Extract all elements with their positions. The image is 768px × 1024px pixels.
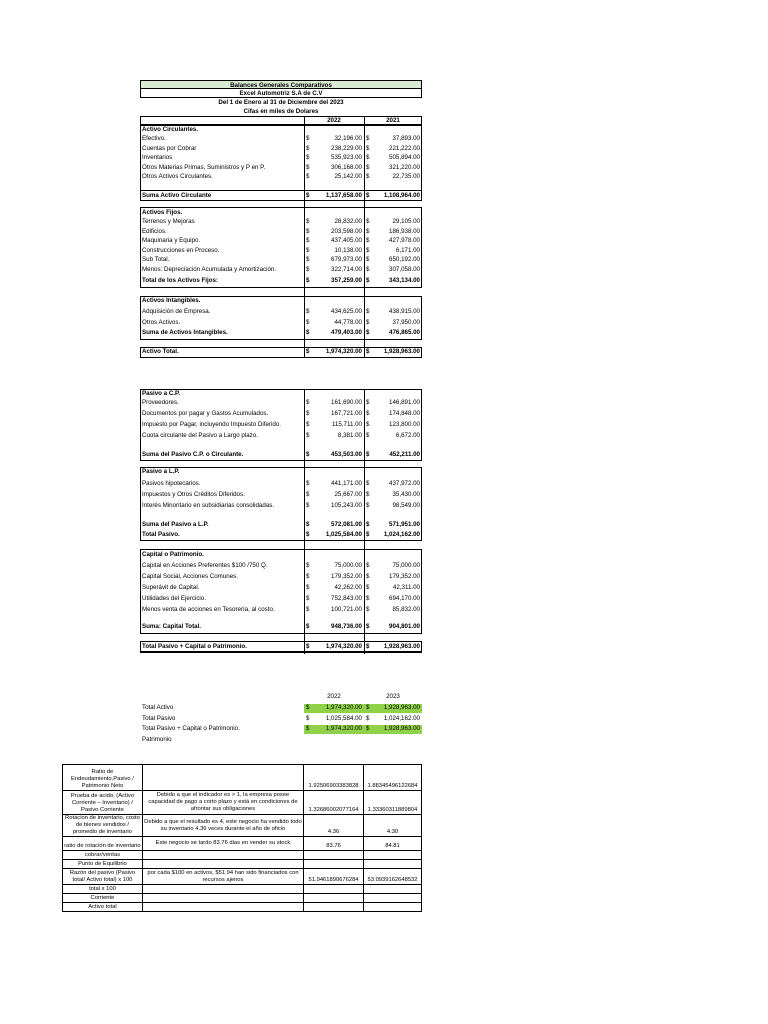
currency-symbol: $: [366, 623, 370, 630]
ratio-value-year1: [304, 894, 364, 903]
value-year1: 357,259.00: [331, 277, 362, 284]
row-label: Maquinaria y Equipo.: [142, 237, 201, 245]
currency-symbol: $: [366, 606, 370, 613]
currency-symbol: $: [306, 246, 310, 254]
line-item-row: [140, 217, 422, 227]
value-year2: 321,220.00: [389, 163, 420, 171]
comparison-year-headers: 2022 2023: [327, 693, 400, 700]
value-year1: 28,832.00: [334, 218, 362, 225]
value-year2: 37,950.00: [392, 318, 420, 326]
ratio-row: [63, 860, 422, 869]
currency-symbol: $: [366, 725, 370, 733]
ratio-value-year2: [364, 894, 422, 903]
value-year2: 1,928,963.00: [383, 725, 420, 733]
currency-symbol: $: [366, 246, 370, 254]
comparison-row: [140, 735, 422, 745]
report-units: Cifas en miles de Dolares: [243, 108, 319, 115]
row-label: Adquisición de Empresa.: [142, 308, 211, 315]
currency-symbol: $: [366, 451, 370, 458]
currency-symbol: $: [366, 521, 370, 528]
value-year1: 479,403.00: [331, 329, 362, 336]
row-label: Proveedores.: [142, 399, 179, 406]
value-year2: 452,211.00: [389, 451, 420, 458]
line-item-row: [140, 572, 422, 582]
value-year1: 1,025,584.00: [325, 714, 362, 722]
ratio-row: [63, 815, 422, 837]
line-item-row: [140, 255, 422, 265]
ratio-row: [63, 851, 422, 860]
currency-symbol: $: [366, 584, 370, 591]
ratio-value-year2: 84.81: [364, 837, 422, 851]
value-year2: 904,801.00: [389, 623, 420, 630]
value-year2: 1,024,162.00: [383, 531, 420, 538]
value-year2: 37,893.00: [392, 135, 420, 142]
currency-symbol: $: [366, 480, 370, 487]
currency-symbol: $: [306, 451, 310, 458]
subtotal-row: [140, 191, 422, 201]
ratio-value-year2: 1.88345496122684: [364, 765, 422, 791]
subtotal-row: [140, 520, 422, 530]
row-label: Otros Activos Circulantes.: [142, 173, 213, 181]
value-year2: 98,549.00: [392, 502, 420, 509]
line-item-row: [140, 144, 422, 154]
value-year2: 35,430.00: [392, 491, 420, 498]
ratio-value-year2: 1.33360311889804: [364, 791, 422, 815]
currency-symbol: $: [306, 192, 310, 199]
total-pasivo-capital-row: Total Pasivo + Capital o Patrimonio. $ 1,974,320.00 $ 1,928,963.00: [142, 643, 420, 650]
ratio-value-year2: [364, 860, 422, 869]
company-name: Excel Automotriz S.A de C.V: [140, 89, 422, 98]
currency-symbol: $: [306, 218, 310, 225]
value-year1: 453,503.00: [331, 451, 362, 458]
row-label: Edificios.: [142, 227, 167, 235]
value-year2: 1,108,964.00: [383, 192, 420, 199]
currency-symbol: $: [366, 432, 370, 439]
ratio-name: Activo total: [63, 903, 143, 912]
value-year2: 694,170.00: [389, 595, 420, 602]
ratio-row: [63, 869, 422, 885]
row-label: Total Pasivo.: [142, 531, 180, 538]
value-year2: 343,134.00: [389, 277, 420, 284]
currency-symbol: $: [306, 421, 310, 428]
ratio-name: Prueba de acido, (Activo Corriente – Inventario) / Pasivo Corriente: [63, 791, 143, 815]
line-item-row: [140, 307, 422, 317]
section-title: Capital o Patrimonio.: [142, 551, 204, 558]
ratio-name: Corriente: [63, 894, 143, 903]
row-label: Total Activo: [142, 704, 174, 711]
currency-symbol: $: [306, 135, 310, 142]
line-item-row: [140, 594, 422, 604]
value-year1: 948,736.00: [331, 623, 362, 630]
line-item-row: [140, 153, 422, 163]
value-year1: 1,974,320.00: [325, 704, 362, 711]
year1-header: 2022: [327, 117, 341, 124]
value-year1: 1,137,658.00: [325, 192, 362, 199]
row-label: Construcciones en Proceso.: [142, 246, 220, 254]
line-item-row: [140, 583, 422, 593]
row-label: Menos: Depreciación Acumulada y Amortización.: [142, 266, 277, 273]
currency-symbol: $: [306, 491, 310, 498]
ratio-interpretation: por cada $100 en activos, $51.94 han sido financiados con recursos ajenos: [142, 869, 303, 885]
currency-symbol: $: [306, 432, 310, 439]
row-label: Suma del Pasivo C.P. o Circulante.: [142, 451, 244, 458]
subtotal-row: [140, 450, 422, 460]
value-year1: 42,262.00: [334, 584, 362, 591]
currency-symbol: $: [306, 227, 310, 235]
currency-symbol: $: [306, 725, 310, 733]
comparison-row: [140, 714, 422, 724]
row-label: Suma de Activos Intangibles.: [142, 329, 228, 336]
row-label: Capital Social, Acciones Comunes.: [142, 573, 238, 580]
currency-symbol: $: [306, 266, 310, 273]
value-year1: 322,714.00: [331, 266, 362, 273]
ratio-name: Razón del pasivo (Pasivo total/ Activo total) x 100: [63, 869, 143, 885]
subtotal-row: [140, 622, 422, 632]
currency-symbol: $: [366, 266, 370, 273]
value-year2: 22,735.00: [392, 173, 420, 181]
ratio-value-year2: [364, 903, 422, 912]
currency-symbol: $: [366, 173, 370, 181]
total-pasivo-row: [140, 530, 422, 540]
line-item-row: [140, 490, 422, 500]
activo-total-row: Activo Total. $ 1,974,320.00 $ 1,928,963.00: [142, 348, 420, 355]
value-year1: 25,667.00: [334, 491, 362, 498]
row-label: Impuesto por Pagar, incluyendo Impuesto Diferido.: [142, 421, 281, 428]
ratio-row: [63, 894, 422, 903]
line-item-row: [140, 431, 422, 441]
currency-symbol: $: [306, 584, 310, 591]
value-year1: 100,721.00: [331, 606, 362, 613]
currency-symbol: $: [306, 562, 310, 569]
ratio-name: Ratio de Endeudamiento,Pasivo / Patrimonio Neto: [63, 765, 143, 791]
currency-symbol: $: [306, 595, 310, 602]
ratio-name: cobrar/ventas: [63, 851, 143, 860]
line-item-row: [140, 236, 422, 246]
row-label: Total Pasivo: [142, 714, 176, 722]
line-item-row: [140, 398, 422, 408]
currency-symbol: $: [306, 502, 310, 509]
row-label: Cuota circulante del Pasivo a Largo plazo.: [142, 432, 258, 439]
line-item-row: [140, 172, 422, 182]
value-year2: 571,951.00: [389, 521, 420, 528]
value-year2: 75,000.00: [392, 562, 420, 569]
row-label: Otros Materias Primas, Suministros y P en P.: [142, 163, 266, 171]
value-year1: 161,690.00: [331, 399, 362, 406]
ratio-name: Punto de Equilibrio: [63, 860, 143, 869]
ratio-value-year1: 4.36: [304, 815, 364, 837]
currency-symbol: $: [366, 573, 370, 580]
value-year1: 10,138.00: [334, 246, 362, 254]
currency-symbol: $: [366, 595, 370, 602]
currency-symbol: $: [366, 135, 370, 142]
comparison-row: [140, 703, 422, 713]
ratio-row: [63, 885, 422, 894]
ratio-name: Rotacion de inventario, costo de bienes vendidos / promedio de inventario: [63, 815, 143, 837]
currency-symbol: $: [366, 218, 370, 225]
row-label: Pasivos hipotecarios.: [142, 480, 201, 487]
value-year2: 437,972.00: [389, 480, 420, 487]
value-year1: 535,923.00: [331, 154, 362, 162]
row-label: Suma Activo Circulante: [142, 192, 212, 199]
value-year2: 427,978.00: [389, 237, 420, 245]
ratio-interpretation: Debido a que el indicador es > 1, la empresa posee capacidad de pago a corto plazo y está en condiciones de afrontar sus obligaciones: [142, 791, 303, 815]
sheet-title: Balances Generales Comparativos: [140, 80, 422, 89]
ratio-interpretation: [142, 903, 303, 912]
ratio-interpretation: [142, 860, 303, 869]
ratio-value-year2: 53.0939162648532: [364, 869, 422, 885]
value-year1: 8,381.00: [337, 432, 362, 439]
value-year1: 1,974,320.00: [325, 725, 362, 733]
year2-header: 2021: [386, 117, 400, 124]
row-label: Suma: Capital Total.: [142, 623, 202, 630]
value-year1: 25,142.00: [334, 173, 362, 181]
ratio-row: [63, 791, 422, 815]
line-item-row: [140, 561, 422, 571]
currency-symbol: $: [306, 704, 310, 711]
value-year2: 476,865.00: [389, 329, 420, 336]
line-item-row: [140, 318, 422, 328]
line-item-row: [140, 479, 422, 489]
value-year2: 6,672.00: [395, 432, 420, 439]
currency-symbol: $: [366, 277, 370, 284]
currency-symbol: $: [366, 163, 370, 171]
ratio-value-year1: 1.32686002077164: [304, 791, 364, 815]
value-year2: 221,222.00: [389, 144, 420, 152]
value-year1: 1,025,584.00: [325, 531, 362, 538]
value-year2: 174,848.00: [389, 410, 420, 417]
subtotal-row: [140, 328, 422, 338]
ratio-value-year1: [304, 903, 364, 912]
value-year2: 438,915.00: [389, 308, 420, 315]
line-item-row: [140, 605, 422, 615]
ratio-interpretation: [142, 894, 303, 903]
currency-symbol: $: [366, 562, 370, 569]
value-year2: 505,894.00: [389, 154, 420, 162]
currency-symbol: $: [366, 256, 370, 264]
ratio-interpretation: [142, 885, 303, 894]
currency-symbol: $: [306, 714, 310, 722]
ratios-table: [62, 764, 422, 912]
currency-symbol: $: [306, 573, 310, 580]
section-title: Activo Circulantes.: [142, 126, 199, 133]
currency-symbol: $: [366, 237, 370, 245]
ratio-value-year1: 51.9461890676284: [304, 869, 364, 885]
currency-symbol: $: [366, 318, 370, 326]
currency-symbol: $: [306, 623, 310, 630]
section-title: Pasivo a C.P.: [142, 390, 181, 397]
value-year1: 203,598.00: [331, 227, 362, 235]
ratio-name: ratio de rotación de inventario: [63, 837, 143, 851]
currency-symbol: $: [366, 421, 370, 428]
value-year1: 752,843.00: [331, 595, 362, 602]
row-label: Total Pasivo + Capital o Patrimonio.: [142, 725, 240, 733]
value-year1: 238,229.00: [331, 144, 362, 152]
row-label: Superávit de Capital.: [142, 584, 200, 591]
row-label: Impuestos y Otros Créditos Diferidos.: [142, 491, 245, 498]
ratio-value-year1: 83.76: [304, 837, 364, 851]
currency-symbol: $: [366, 329, 370, 336]
value-year2: 85,832.00: [392, 606, 420, 613]
value-year1: 105,243.00: [331, 502, 362, 509]
row-label: Documentos por pagar y Gastos Acumulados.: [142, 410, 269, 417]
line-item-row: [140, 265, 422, 275]
currency-symbol: $: [306, 277, 310, 284]
value-year2: 146,891.00: [389, 399, 420, 406]
value-year1: 167,721.00: [331, 410, 362, 417]
currency-symbol: $: [366, 502, 370, 509]
ratio-row: [63, 903, 422, 912]
currency-symbol: $: [366, 410, 370, 417]
line-item-row: [140, 246, 422, 256]
currency-symbol: $: [306, 329, 310, 336]
report-period: Del 1 de Enero al 31 de Diciembre del 2023: [218, 99, 344, 106]
currency-symbol: $: [366, 491, 370, 498]
currency-symbol: $: [366, 154, 370, 162]
value-year1: 115,711.00: [331, 421, 362, 428]
value-year2: 6,171.00: [395, 246, 420, 254]
value-year1: 306,168.00: [331, 163, 362, 171]
ratio-value-year2: [364, 885, 422, 894]
currency-symbol: $: [306, 173, 310, 181]
currency-symbol: $: [366, 704, 370, 711]
currency-symbol: $: [306, 410, 310, 417]
currency-symbol: $: [366, 714, 370, 722]
currency-symbol: $: [306, 480, 310, 487]
ratio-interpretation: Debido a que el resultado es 4, este negocio ha vendido todo su inventario 4.36 veces durante el año de oficio: [142, 815, 303, 837]
currency-symbol: $: [306, 163, 310, 171]
section-title: Activos Fijos.: [142, 209, 183, 216]
row-label: Terrenos y Mejoras: [142, 218, 195, 225]
value-year2: 29,105.00: [392, 218, 420, 225]
value-year1: 437,405.00: [331, 237, 362, 245]
ratio-value-year1: [304, 860, 364, 869]
currency-symbol: $: [306, 318, 310, 326]
ratio-value-year2: [364, 851, 422, 860]
line-item-row: [140, 409, 422, 419]
line-item-row: [140, 420, 422, 430]
section-title: Pasivo a L.P.: [142, 468, 180, 475]
currency-symbol: $: [306, 399, 310, 406]
ratio-value-year1: 1.92506903383828: [304, 765, 364, 791]
row-label: Capital en Acciones Preferentes $100 /750 Q.: [142, 562, 268, 569]
value-year1: 32,196.00: [334, 135, 362, 142]
row-label: Otros Activos.: [142, 318, 181, 326]
line-item-row: [140, 501, 422, 511]
row-label: Cuentas por Cobrar: [142, 144, 197, 152]
row-label: Patrimonio: [142, 735, 172, 743]
value-year1: 679,973.00: [331, 256, 362, 264]
value-year1: 434,625.00: [331, 308, 362, 315]
value-year1: 44,778.00: [334, 318, 362, 326]
comparison-row: [140, 724, 422, 734]
row-label: Inventarios: [142, 154, 173, 162]
ratio-value-year1: [304, 885, 364, 894]
currency-symbol: $: [366, 192, 370, 199]
ratio-interpretation: [142, 851, 303, 860]
row-label: Utilidades del Ejercicio.: [142, 595, 206, 602]
row-label: Efectivo.: [142, 135, 166, 142]
currency-symbol: $: [366, 144, 370, 152]
currency-symbol: $: [366, 308, 370, 315]
currency-symbol: $: [306, 521, 310, 528]
currency-symbol: $: [306, 144, 310, 152]
ratio-value-year1: [304, 851, 364, 860]
currency-symbol: $: [306, 308, 310, 315]
currency-symbol: $: [366, 531, 370, 538]
currency-symbol: $: [306, 256, 310, 264]
value-year2: 42,311.00: [392, 584, 420, 591]
section-title: Activos Intangibles.: [142, 297, 201, 304]
line-item-row: [140, 227, 422, 237]
ratio-value-year2: 4.30: [364, 815, 422, 837]
subtotal-row: [140, 276, 422, 286]
row-label: Suma del Pasivo a L.P.: [142, 521, 209, 528]
row-label: Menos venta de acciones en Tesorería, al costo.: [142, 606, 275, 613]
value-year2: 1,928,963.00: [383, 704, 420, 711]
currency-symbol: $: [366, 227, 370, 235]
currency-symbol: $: [306, 531, 310, 538]
ratio-name: total x 100: [63, 885, 143, 894]
line-item-row: [140, 163, 422, 173]
value-year1: 179,352.00: [331, 573, 362, 580]
value-year1: 572,081.00: [331, 521, 362, 528]
ratio-interpretation: Este negocio se tardo 83.76 dias en vender su stock: [142, 837, 303, 851]
currency-symbol: $: [306, 606, 310, 613]
currency-symbol: $: [306, 154, 310, 162]
value-year2: 307,058.00: [389, 266, 420, 273]
value-year1: 75,000.00: [334, 562, 362, 569]
currency-symbol: $: [306, 237, 310, 245]
value-year2: 123,800.00: [389, 421, 420, 428]
currency-symbol: $: [366, 399, 370, 406]
ratio-row: [63, 837, 422, 851]
row-label: Interés Minoritario en subsidiarias consolidadas.: [142, 502, 275, 509]
value-year2: 179,352.00: [389, 573, 420, 580]
row-label: Total de los Activos Fijos:: [142, 277, 218, 284]
value-year1: 441,171.00: [331, 480, 362, 487]
line-item-row: [140, 134, 422, 144]
value-year2: 650,192.00: [389, 256, 420, 264]
value-year2: 1,024,162.00: [383, 714, 420, 722]
value-year2: 186,938.00: [389, 227, 420, 235]
ratio-row: [63, 765, 422, 791]
ratio-interpretation: [142, 765, 303, 791]
row-label: Sub Total.: [142, 256, 170, 264]
